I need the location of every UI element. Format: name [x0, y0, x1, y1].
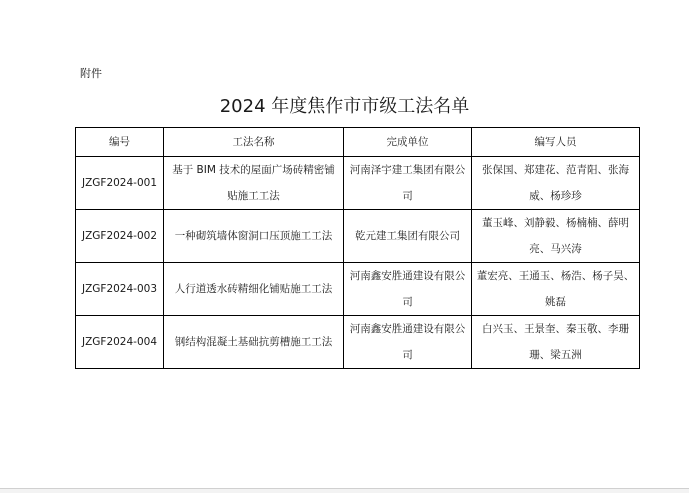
- cell-unit: 河南泽宇建工集团有限公司: [344, 157, 472, 210]
- cell-code: JZGF2024-003: [76, 263, 164, 316]
- cell-unit: 河南鑫安胜通建设有限公司: [344, 316, 472, 369]
- cell-authors: 董宏亮、王通玉、杨浩、杨子昊、姚磊: [472, 263, 640, 316]
- page-bottom-gutter: [0, 489, 689, 493]
- cell-method-name: 一种砌筑墙体窗洞口压顶施工工法: [164, 210, 344, 263]
- table-row: [76, 157, 640, 210]
- table-row: [76, 263, 640, 316]
- cell-code: JZGF2024-002: [76, 210, 164, 263]
- cell-authors: 张保国、郑建花、范青阳、张海威、杨珍珍: [472, 157, 640, 210]
- header-authors: 编写人员: [472, 128, 640, 157]
- attachment-label: 附件: [80, 67, 102, 80]
- methods-table: [75, 127, 640, 369]
- table-header-row: [76, 128, 640, 157]
- cell-unit: 乾元建工集团有限公司: [344, 210, 472, 263]
- cell-method-name: 基于 BIM 技术的屋面广场砖精密铺贴施工工法: [164, 157, 344, 210]
- cell-method-name: 人行道透水砖精细化铺贴施工工法: [164, 263, 344, 316]
- cell-unit: 河南鑫安胜通建设有限公司: [344, 263, 472, 316]
- cell-authors: 董玉峰、刘静毅、杨楠楠、薛明亮、马兴涛: [472, 210, 640, 263]
- cell-method-name: 钢结构混凝土基础抗剪槽施工工法: [164, 316, 344, 369]
- header-unit: 完成单位: [344, 128, 472, 157]
- cell-code: JZGF2024-001: [76, 157, 164, 210]
- document-title: 2024 年度焦作市市级工法名单: [219, 96, 470, 117]
- cell-code: JZGF2024-004: [76, 316, 164, 369]
- cell-authors: 白兴玉、王景奎、秦玉敬、李珊珊、梁五洲: [472, 316, 640, 369]
- table-row: [76, 210, 640, 263]
- table-row: [76, 316, 640, 369]
- header-method-name: 工法名称: [164, 128, 344, 157]
- header-code: 编号: [76, 128, 164, 157]
